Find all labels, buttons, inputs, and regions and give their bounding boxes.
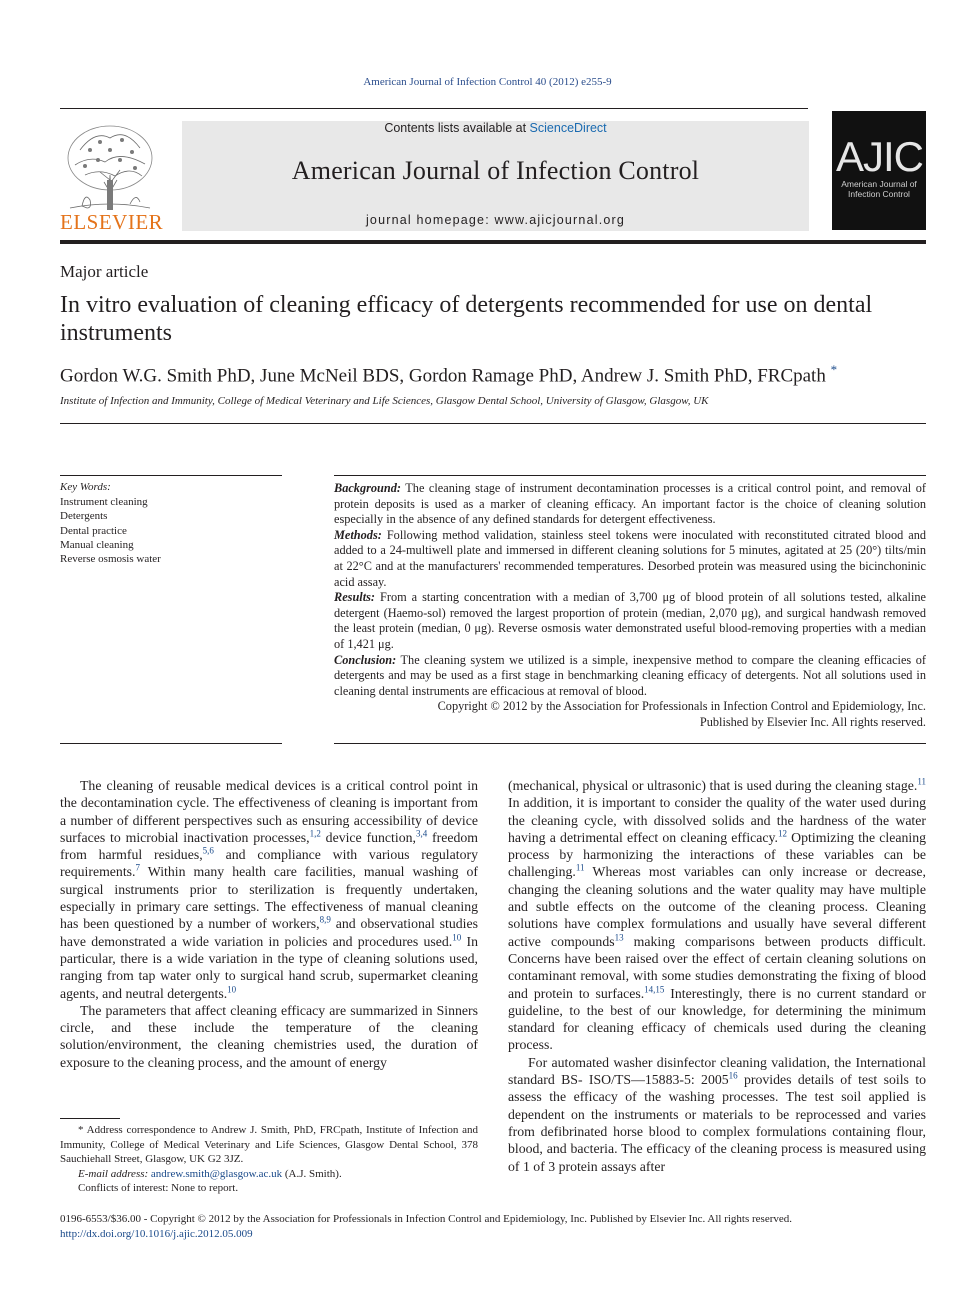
corresponding-author-mark[interactable]: * bbox=[830, 362, 838, 377]
issn-copyright: 0196-6553/$36.00 - Copyright © 2012 by the Association for Professionals in Infection Control and Epidemiology, Inc. Published by Elsevier Inc. All rights reserved. bbox=[60, 1213, 793, 1225]
affiliation-rule bbox=[60, 423, 926, 424]
conclusion-label: Conclusion: bbox=[334, 652, 397, 667]
footnote-mark: * bbox=[78, 1124, 84, 1136]
abstract bbox=[334, 481, 926, 731]
footnote-conflicts: Conflicts of interest: None to report. bbox=[78, 1182, 239, 1194]
body-paragraph: The cleaning of reusable medical devices is a critical control point in the decontamination cycle. The effectiveness of cleaning is important from a number of different perspectives such as ensuring accessibility of device surfaces to microbial inactivation processes,$^{1,2}$ device function,$^{3,4}$ freedom from harmful residues,$^{5,6}$ and compliance with various regulatory requirements.$^7$ Within many health care facilities, manual washing of surgical instruments prior to sterilization is frequently undertaken, especially in primary care settings. The effectiveness of manual cleaning has been questioned by a number of workers,$^{8,9}$ and observational studies have demonstrated a wide variation in policies and procedures used.$^{10}$ In particular, there is a wide variation in the type of cleaning solutions used, ranging from tap water only to surgical hand scrub, supermarket cleaning agents, and neutral detergents.$^{10}$ bbox=[60, 778, 479, 1001]
abstract-bottom-rule bbox=[334, 743, 926, 744]
abstract-top-rule bbox=[334, 475, 926, 476]
header-rule bbox=[60, 108, 808, 109]
cover-subtitle: American Journal of Infection Control bbox=[841, 179, 917, 199]
citation-ref[interactable]: 10 bbox=[452, 932, 462, 943]
methods-text: Following method validation, stainless steel tokens were inoculated with reconstituted citrated blood and added to a 24-multiwell plate and immersed in different cleaning solutions for 5 minutes, agitated at 25 (20°) tilts/min at 22°C and at the manufacturers' recommended temperatures. Desorbed protein was measured using the bicinchoninic acid assay. bbox=[334, 527, 926, 589]
keyword-item: Instrument cleaning bbox=[60, 496, 148, 508]
body-column-left bbox=[60, 777, 478, 1071]
footnote bbox=[60, 1123, 478, 1196]
cover-logo: AJIC bbox=[836, 133, 924, 180]
conclusion-text: The cleaning system we utilized is a simple, inexpensive method to compare the cleaning efficacies of detergents and may be used as a first stage in benchmarking cleaning efficacy of detergents. Not all solutions used in cleaning dental instruments are efficacious at removal of blood. bbox=[334, 652, 926, 698]
keyword-item: Reverse osmosis water bbox=[60, 553, 161, 566]
footnote-email: E-mail address: andrew.smith@glasgow.ac.uk (A.J. Smith). bbox=[78, 1167, 342, 1180]
journal-name: American Journal of Infection Control bbox=[291, 156, 700, 185]
citation-ref[interactable]: 11 bbox=[917, 776, 926, 787]
header-thick-rule bbox=[60, 240, 926, 244]
affiliation: Institute of Infection and Immunity, College of Medical Veterinary and Life Sciences, Glasgow Dental School, University of Glasgow, Glasgow, UK bbox=[60, 395, 709, 407]
background-text: The cleaning stage of instrument decontamination processes is a critical control point, and removal of protein deposits is used as a marker of cleaning efficacy. An important factor is the choice of cleaning solution especially in the absence of any defined standards for detergent effectiveness. bbox=[334, 481, 926, 527]
citation-ref[interactable]: 3,4 bbox=[415, 828, 428, 839]
footnote-address: * Address correspondence to Andrew J. Smith, PhD, FRCpath, Institute of Infection and Immunity, College of Medical Veterinary and Life Sciences, Glasgow Dental School, 378 Sauchiehall Street, Glasgow, UK G2 3JZ. bbox=[60, 1124, 478, 1165]
keywords-list bbox=[60, 495, 161, 566]
abstract-copyright-2: Published by Elsevier Inc. All rights reserved. bbox=[699, 714, 926, 729]
article-type: Major article bbox=[60, 262, 149, 281]
article-title: In vitro evaluation of cleaning efficacy of detergents recommended for use on dental instruments bbox=[60, 292, 873, 346]
citation-ref[interactable]: 11 bbox=[575, 862, 585, 873]
keywords-bottom-rule bbox=[60, 743, 282, 744]
abstract-methods bbox=[334, 528, 926, 590]
body-column-right bbox=[508, 777, 926, 1175]
results-label: Results: bbox=[334, 590, 375, 605]
contents-prefix: Contents lists available at bbox=[384, 121, 530, 135]
citation-ref[interactable]: 12 bbox=[778, 828, 787, 839]
citation-ref[interactable]: 14,15 bbox=[644, 983, 665, 994]
citation-ref[interactable]: 8,9 bbox=[319, 914, 331, 925]
keyword-item: Dental practice bbox=[60, 524, 127, 537]
citation-ref[interactable]: 1,2 bbox=[309, 828, 321, 839]
citation-ref[interactable]: 10 bbox=[227, 983, 237, 994]
contents-line bbox=[182, 121, 809, 135]
citation-ref[interactable]: 16 bbox=[728, 1070, 738, 1081]
keywords-heading: Key Words: bbox=[60, 481, 111, 493]
email-link[interactable]: andrew.smith@glasgow.ac.uk bbox=[150, 1167, 283, 1180]
email-label: E-mail address: bbox=[78, 1167, 149, 1180]
footnote-rule bbox=[60, 1118, 120, 1119]
results-text: From a starting concentration with a median of 3,700 μg of blood protein of all solutions tested, alkaline detergent (Haemo-sol) removed the largest proportion of protein (median, 2,070 μg), and surgical handwash removed the least protein (median, 0 μg). Reverse osmosis water demonstrated useful blood-removing properties with a median of 1,421 μg. bbox=[334, 590, 926, 651]
keyword-item: Manual cleaning bbox=[60, 538, 134, 551]
journal-cover bbox=[832, 111, 926, 230]
abstract-conclusion bbox=[334, 653, 926, 700]
keywords-top-rule bbox=[60, 475, 282, 476]
body-paragraph: The parameters that affect cleaning efficacy are summarized in Sinners circle, and these include the temperature of the cleaning solution/environment, the cleaning chemistries used, the duration of exposure to the cleaning process, and the amount of energy bbox=[60, 1002, 478, 1070]
author-list bbox=[60, 362, 926, 387]
doi-link[interactable]: http://dx.doi.org/10.1016/j.ajic.2012.05.009 bbox=[60, 1227, 253, 1240]
abstract-background bbox=[334, 481, 926, 528]
citation-ref[interactable]: 7 bbox=[135, 862, 140, 873]
journal-citation[interactable]: American Journal of Infection Control 40 (2012) e255-9 bbox=[363, 76, 612, 88]
authors-text: Gordon W.G. Smith PhD, June McNeil BDS, Gordon Ramage PhD, Andrew J. Smith PhD, FRCpath bbox=[60, 365, 826, 387]
keyword-item: Detergents bbox=[60, 510, 108, 523]
abstract-copyright-1: Copyright © 2012 by the Association for Professionals in Infection Control and Epidemiology, Inc. bbox=[437, 699, 926, 714]
background-label: Background: bbox=[334, 481, 401, 495]
methods-label: Methods: bbox=[334, 527, 382, 542]
sciencedirect-link[interactable]: ScienceDirect bbox=[529, 121, 607, 135]
body-paragraph: For automated washer disinfector cleaning validation, the International standard BS- ISO/TS—15883-5: 2005$^{16}$ provides details of test soils to assess the efficacy of the washing processes. The test soil applied is dependent on the instruments or materials to be reprocessed and varies from defibrinated horse blood to complex formulations containing flour, blood, and bacteria. The efficacy of the cleaning process is measured using of 1 of 3 protein assays after bbox=[508, 1054, 926, 1174]
body-paragraph: (mechanical, physical or ultrasonic) that is used during the cleaning stage.$^{11}$ In addition, it is important to consider the quality of the water used during the cleaning cycle, with dissolved solids and the hardness of the water having a detrimental effect on cleaning efficacy.$^{12}$ Optimizing the cleaning process by harmonizing the interactions of these variables can be challenging.$^{11}$ Whereas most variables can only increase or decrease, changing the cleaning solutions and the water quality may have multiple and subtle effects on the outcome of the cleaning process. Cleaning solutions have complex formulations and usually have several different active compounds$^{13}$ making comparisons between products difficult. Concerns have been raised over the effect of certain cleaning solutions on contaminant removal, with some studies demonstrating the fixing of blood and protein to surfaces.$^{14,15}$ Interestingly, there is no current standard or guideline, to the best of our knowledge, for determining the minimum standard for cleaning efficacy of chemicals used during the cleaning process. bbox=[508, 776, 926, 1053]
citation-ref[interactable]: 13 bbox=[614, 932, 624, 943]
elsevier-wordmark: ELSEVIER bbox=[60, 210, 164, 234]
page-footer bbox=[60, 1212, 926, 1241]
citation-ref[interactable]: 5,6 bbox=[202, 845, 214, 856]
abstract-results bbox=[334, 590, 926, 652]
journal-homepage[interactable]: journal homepage: www.ajicjournal.org bbox=[365, 213, 626, 227]
